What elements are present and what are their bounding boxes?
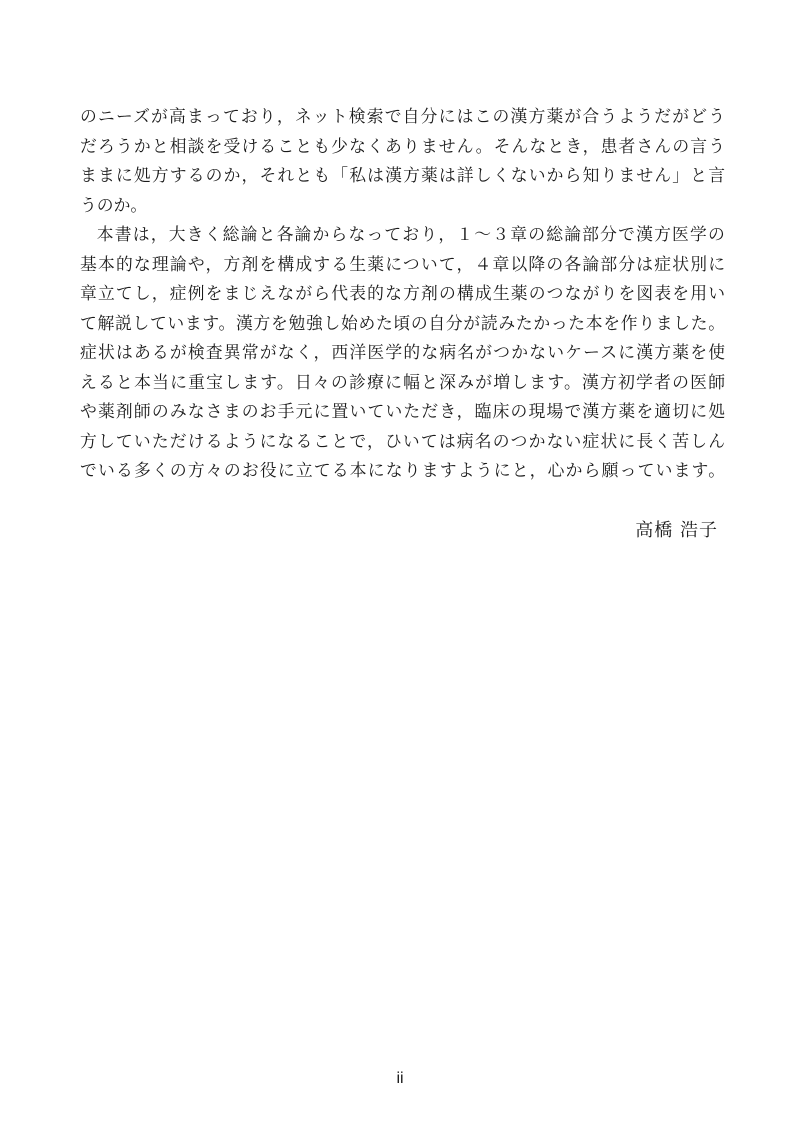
- text-line: や薬剤師のみなさまのお手元に置いていただき，臨床の現場で漢方薬を適切に処: [80, 401, 725, 421]
- preface-text: [80, 102, 725, 486]
- text-line: 症状はあるが検査異常がなく，西洋医学的な病名がつかないケースに漢方薬を使: [80, 342, 725, 362]
- text-line: だろうかと相談を受けることも少なくありません。そんなとき，患者さんの言う: [80, 135, 725, 156]
- page-number: ii: [396, 1070, 404, 1087]
- author-name: 高橋 浩子: [635, 520, 718, 541]
- text-line: のニーズが高まっており，ネット検索で自分にはこの漢方薬が合うようだがどう: [80, 106, 725, 126]
- text-line: ままに処方するのか，それとも「私は漢方薬は詳しくないから知りません」と言: [80, 165, 725, 185]
- text-line: 章立てし，症例をまじえながら代表的な方剤の構成生薬のつながりを図表を用い: [80, 283, 725, 303]
- text-line: 基本的な理論や，方剤を構成する生薬について，４章以降の各論部分は症状別に: [80, 253, 725, 274]
- text-line: て解説しています。漢方を勉強し始めた頃の自分が読みたかった本を作りました。: [80, 312, 725, 333]
- text-line: えると本当に重宝します。日々の診療に幅と深みが増します。漢方初学者の医師: [80, 371, 725, 392]
- text-line: でいる多くの方々のお役に立てる本になりますようにと，心から願っています。: [80, 460, 725, 480]
- text-line: 本書は，大きく総論と各論からなっており，１～３章の総論部分で漢方医学の: [96, 224, 725, 244]
- text-line: うのか。: [80, 194, 148, 215]
- text-line: 方していただけるようになることで，ひいては病名のつかない症状に長く苦しん: [80, 430, 725, 451]
